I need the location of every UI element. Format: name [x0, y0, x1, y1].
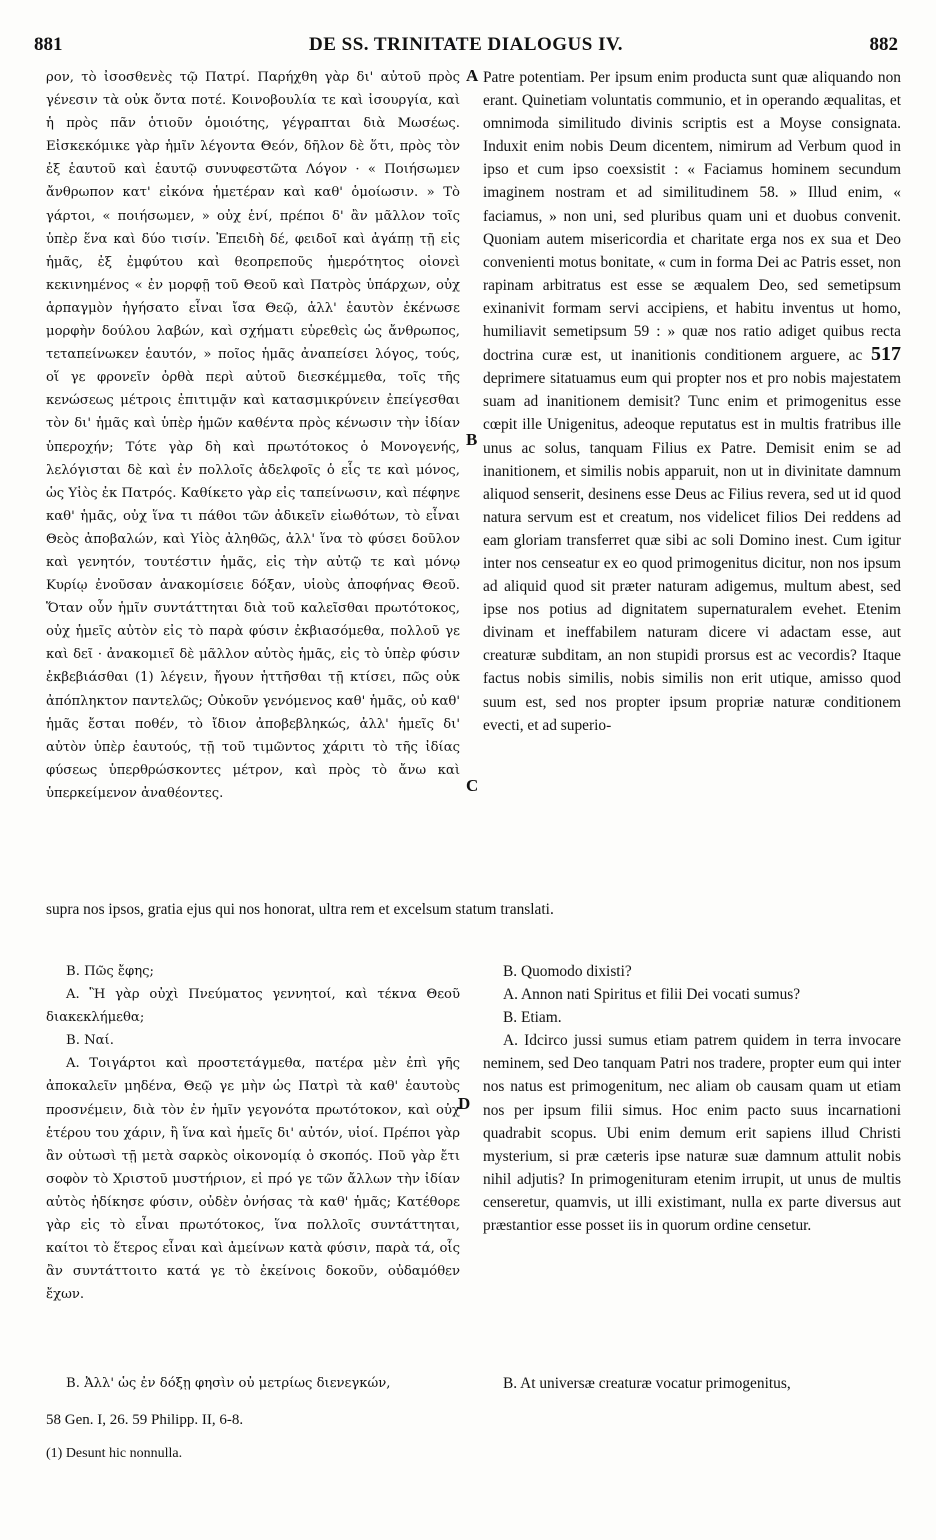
greek-dialog-line: A. Τοιγάρτοι καὶ προστετάγμεθα, πατέρα μὲν ἐπὶ γῆς ἀποκαλεῖν μηδένα, Θεῷ γε μὴν ὡς Πατρὶ τὰ καθ' ἑαυτοὺς προσνέμειν, διὰ τὸν ἐν ἡμῖν γεγονότα πρωτότοκον, καὶ οὐχ ἑτέρου του χάριν, ἢ ἵνα καὶ ἡμεῖς δι' αὐτόν, υἱοί. Πρέποι γὰρ ἂν οὑτωσὶ τῇ μετὰ σαρκὸς οἰκονομίᾳ ὁ σκοπός. Ποῦ γὰρ ἔτι σοφὸν τὸ Χριστοῦ μυστήριον, εἰ πρό γε τῶν ἄλλων τὴν ἰδίαν αὐτὸς ἠδίκησε φύσιν, οὐδὲν ὀνήσας τὰ καθ' ἡμᾶς; Κατέθορε γὰρ εἰς τὸ εἶναι πρωτότοκος, ἵνα πολλοῖς συντάττηται, καίτοι τὸ ἕτερος εἶναι καὶ ἀμείνων κατὰ φύσιν, παρὰ τά, οἷς ἂν συντάττοιτο κατά γε τὸ ἐκείνοις δοκοῦν, οὐδαμόθεν ἔχων. — [46, 1056, 460, 1303]
footnote: (1) Desunt hic nonnulla. — [46, 1446, 183, 1461]
running-header — [34, 34, 898, 58]
latin-dialog-line: B. Quomodo dixisti? — [503, 963, 632, 980]
latin-dialog-line: A. Idcirco jussi sumus etiam patrem quidem in terra invocare neminem, sed Deo tanquam Patri nos tradere, propter eum qui inter nos natus est primogenitum, nec aliam ob causam quam ut etiam nos per ipsum filii simus. Hoc enim pacto suus incarnationi quadrabit scopus. Ubi enim demum erit sapiens illud Christi mysterium, si præ cæteris ipse naturæ suæ damnum attulit nobis nihil adjutis? In primogenituram etenim irrupit, ut unus de multis censeretur, quamvis, ut illi existimant, nulla ex parte diversus aut præstantior esse posset iis in quorum ordine censetur. — [483, 1032, 901, 1235]
latin-spill-line: supra nos ipsos, gratia ejus qui nos honorat, ultra rem et excelsum statum translati. — [46, 901, 554, 918]
latin-final-line: B. At universæ creaturæ vocatur primogenitus, — [503, 1375, 791, 1392]
greek-main-text: ρον, τὸ ἰσοσθενὲς τῷ Πατρί. Παρήχθη γὰρ δι' αὐτοῦ πρὸς γένεσιν τὰ οὐκ ὄντα ποτέ. Κοινοβουλία τε καὶ ἰσουργία, καὶ ἡ πρὸς πᾶν ὁτιοῦν ὁμοιότης, γέγραπται διὰ Μωσέως. Εἰσκεκόμικε γὰρ ἡμῖν λέγοντα Θεόν, δῆλον δὲ ὅτι, πρὸς τὸν ἐξ ἑαυτοῦ καὶ ἑαυτῷ συνυφεστῶτα Λόγον · « Ποιήσωμεν ἄνθρωπον κατ' εἰκόνα ἡμετέραν καὶ καθ' ὁμοίωσιν. » Τὸ γάρτοι, « ποιήσωμεν, » οὐχ ἑνί, πρέποι δ' ἂν μᾶλλον τοῖς ὑπὲρ ἕνα καὶ δύο τισίν. Ἐπειδὴ δέ, φειδοῖ καὶ ἀγάπῃ τῇ εἰς ἡμᾶς, ἐξ ἐμφύτου καὶ θεοπρεποῦς ἡμερότητος οἱονεὶ κεκινημένος « ἐν μορφῇ τοῦ Θεοῦ καὶ Πατρὸς ὑπάρχων, οὐχ ἁρπαγμὸν ἡγήσατο εἶναι ἴσα Θεῷ, ἀλλ' ἑαυτὸν ἐκένωσε μορφὴν δούλου λαβών, καὶ σχήματι εὑρεθεὶς ὡς ἄνθρωπος, τεταπείνωκεν ἑαυτόν, » ποῖος ἡμᾶς ἀναπείσει λόγος, τούς, οἵ γε φρονεῖν ὀρθὰ περὶ αὐτοῦ διεσκέμμεθα, τοῖς τῆς κενώσεως μέτροις ἐπιτιμᾷν καὶ κατασμικρύνειν ἐπείγεσθαι τὸν δι' ἡμᾶς καὶ ὑπὲρ ἡμῶν καθέντα πρὸς κένωσιν τὴν ἰδίαν ὑπεροχήν; Τότε γὰρ δὴ καὶ πρωτότοκος ὁ Μονογενής, λελόγισται δὲ καὶ ἐν πολλοῖς ἀδελφοῖς ὁ εἷς τε καὶ μόνος, ὡς Υἱὸς ἐκ Πατρός. Καθίκετο γὰρ εἰς ταπείνωσιν, καὶ πέφηνε καθ' ἡμᾶς, οὐχ ἵνα τι πάθοι τῶν ἀδικεῖν εἰωθότων, τὸ εἶναι Θεὸς ἀποβαλών, καὶ Υἱὸς ἀληθῶς, ἀλλ' ἵνα τὸ φύσει δοῦλον καὶ γενητόν, τουτέστιν ἡμᾶς, εἰς τὴν αὐτῷ τε καὶ μόνῳ Κυρίῳ ἐνοῦσαν ἀνακομίσειε δόξαν, υἱοὺς ἀποφήνας Θεοῦ. Ὅταν οὖν ἡμῖν συντάττηται διὰ τοῦ καλεῖσθαι πρωτότοκος, οὐχ ἡμεῖς αὐτὸν εἰς τὸ παρὰ φύσιν ἐκβιασόμεθα, πολλοῦ γε καὶ δεῖ · ἀνακομιεῖ δὲ μᾶλλον αὐτὸς ἡμᾶς, εἰς τὸ ὑπὲρ φύσιν ἐκβεβιάσθαι (1) λέγειν, ἤγουν ἡττῆσθαι τῇ κτίσει, πῶς οὐκ ἀπόπληκτον παντελῶς; Οὐκοῦν γενόμενος καθ' ἡμᾶς, οὐ καθ' ἡμᾶς ἔσται ποθέν, τὸ ἴδιον ἀποβεβληκώς, ἀλλ' ἡμεῖς δι' αὐτὸν ὑπὲρ ἑαυτούς, τῇ τοῦ τιμῶντος χάριτι τὸ τῆς ἰδίας φύσεως ὑπερθρώσκοντες μέτρον, καὶ πρὸς τὸ ἄνω καὶ ὑπερκείμενον ἀναθέοντες. — [46, 70, 460, 801]
latin-dialog — [483, 960, 901, 1237]
latin-dialog-line: B. Etiam. — [503, 1009, 562, 1027]
column-number: 517 — [871, 343, 901, 366]
greek-dialog — [46, 960, 460, 1306]
running-title: DE SS. TRINITATE DIALOGUS IV. — [308, 34, 624, 55]
latin-dialog-line: A. Annon nati Spiritus et filii Dei vocati sumus? — [503, 986, 801, 1004]
margin-marker-a: A — [466, 66, 479, 85]
latin-text-part-1: Patre potentiam. Per ipsum enim producta sunt quæ aliquando non erant. Quinetiam voluntatis communio, et in operando æqualitas, et omnimoda similitudo divinis scriptis est a Moyse consignata. Induxit enim nobis Deum dicentem, nimirum ad Verbum quod in ipso et cum ipso coexsistit : « Faciamus hominem secundum imaginem nostram et ad similitudinem 58. » Illud enim, « faciamus, » non uni, sed pluribus quam uni et duobus convenit. Quoniam autem misericordia et charitate erga nos ex sua et Deo convenienti motus bonitate, « cum in forma Dei ac Patris esset, non rapinam arbitratus est esse se æqualem Deo, sed semetipsum exinanivit formam servi accipiens, et habitu inventus ut homo, humiliavit semetipsum 59 : » quæ nos ratio adiget quibus recta doctrina curæ est, ut inanitionis conditionem arguere, ac — [483, 69, 901, 365]
page-number-right: 882 — [869, 34, 898, 55]
greek-dialog-line: B. Ναί. — [66, 1033, 114, 1049]
margin-marker-b: B — [466, 430, 478, 449]
margin-marker-d: D — [458, 1094, 471, 1113]
greek-final-line: B. Ἀλλ' ὡς ἐν δόξῃ φησὶν οὐ μετρίως διενεγκών, — [66, 1376, 391, 1391]
page-number-left: 881 — [34, 34, 63, 55]
latin-main-text — [483, 66, 901, 737]
latin-column — [483, 66, 901, 737]
greek-dialog-line: A. Ἢ γὰρ οὐχὶ Πνεύματος γεννητοί, καὶ τέκνα Θεοῦ διακεκλήμεθα; — [46, 987, 460, 1026]
latin-text-part-2: deprimere sitatuamus eum qui propter nos et pro nobis majestatem suam ad inanitionem demisit? Tunc enim et primogenitus esse cœpit ille Unigenitus, adeoque reputatus est in multis fratribus ille unus ac solus, tanquam Filius ex Patre. Demisit enim se ad inanitionem, et similis nobis apparuit, non ut in divinitate damnum aliquod senserit, desinens esse Deus ac Filius revera, sed ut id quod natura servum est et creatum, nos videlicet filios Dei reddens ad eam gloriam transferret quæ sibi ac soli Domino inest. Cum igitur inter nos censeatur ex eo quod primogenitus dicitur, non nos ipsum ad aliquid quod sit præter naturam adigemus, multum abest, sed ipse nos potius ad dignitatem supernaturalem evehet. Etenim divinam et ineffabilem naturam dicere vi adactam esse, aut creaturæ subditam, an non stupidi prorsus est ac vecordis? Itaque factus nobis similis, nobis similis non erit utique, amisso quod suum est, sed nos propter ipsum propriæ naturæ conditionem evecti, et ad superio- — [483, 370, 901, 734]
greek-dialog-line: B. Πῶς ἔφης; — [66, 964, 154, 979]
margin-marker-c: C — [466, 776, 479, 795]
scripture-references: 58 Gen. I, 26. 59 Philipp. II, 6-8. — [46, 1412, 244, 1428]
greek-column — [46, 66, 460, 805]
